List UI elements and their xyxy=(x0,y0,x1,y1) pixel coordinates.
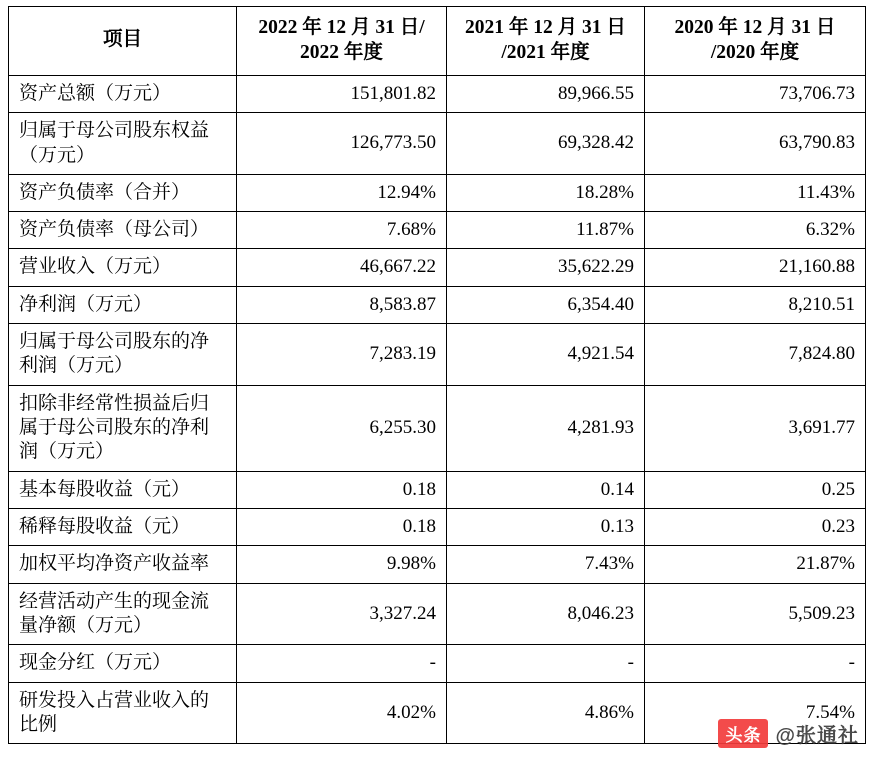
row-value-2020: 7.54% xyxy=(645,682,866,744)
row-item-label: 基本每股收益（元） xyxy=(9,471,237,508)
row-value-2020: 7,824.80 xyxy=(645,324,866,386)
row-value-2022: 126,773.50 xyxy=(237,113,447,175)
row-value-2020: 21,160.88 xyxy=(645,249,866,286)
row-value-2021: 11.87% xyxy=(447,212,645,249)
table-row xyxy=(9,682,866,744)
table-header xyxy=(9,7,866,76)
row-value-2021: 69,328.42 xyxy=(447,113,645,175)
table-row xyxy=(9,75,866,112)
row-item-label: 加权平均净资产收益率 xyxy=(9,546,237,583)
row-value-2020: 63,790.83 xyxy=(645,113,866,175)
row-value-2022: 3,327.24 xyxy=(237,583,447,645)
row-value-2020: 0.25 xyxy=(645,471,866,508)
table-row xyxy=(9,174,866,211)
row-item-label: 扣除非经常性损益后归属于母公司股东的净利润（万元） xyxy=(9,385,237,471)
watermark-text: @张通社 xyxy=(775,725,859,747)
row-value-2020: 73,706.73 xyxy=(645,75,866,112)
row-value-2021: 6,354.40 xyxy=(447,286,645,323)
row-item-label: 现金分红（万元） xyxy=(9,645,237,682)
column-header-2021: 2021 年 12 月 31 日 /2021 年度 xyxy=(447,7,645,76)
row-item-label: 归属于母公司股东的净利润（万元） xyxy=(9,324,237,386)
table-row xyxy=(9,385,866,471)
header-row xyxy=(9,7,866,76)
row-value-2021: - xyxy=(447,645,645,682)
row-value-2021: 89,966.55 xyxy=(447,75,645,112)
table-row xyxy=(9,249,866,286)
row-value-2020: 0.23 xyxy=(645,508,866,545)
row-item-label: 营业收入（万元） xyxy=(9,249,237,286)
row-item-label: 稀释每股收益（元） xyxy=(9,508,237,545)
row-value-2021: 7.43% xyxy=(447,546,645,583)
row-value-2022: 8,583.87 xyxy=(237,286,447,323)
row-item-label: 研发投入占营业收入的比例 xyxy=(9,682,237,744)
row-value-2020: 3,691.77 xyxy=(645,385,866,471)
row-value-2022: 0.18 xyxy=(237,508,447,545)
table-row xyxy=(9,546,866,583)
row-value-2021: 4.86% xyxy=(447,682,645,744)
row-value-2020: 6.32% xyxy=(645,212,866,249)
table-row xyxy=(9,212,866,249)
row-item-label: 经营活动产生的现金流量净额（万元） xyxy=(9,583,237,645)
row-value-2021: 18.28% xyxy=(447,174,645,211)
row-value-2021: 35,622.29 xyxy=(447,249,645,286)
row-value-2022: 0.18 xyxy=(237,471,447,508)
column-header-item: 项目 xyxy=(9,7,237,76)
row-value-2022: 7.68% xyxy=(237,212,447,249)
row-value-2022: 6,255.30 xyxy=(237,385,447,471)
table-row xyxy=(9,286,866,323)
row-item-label: 归属于母公司股东权益（万元） xyxy=(9,113,237,175)
row-value-2022: 12.94% xyxy=(237,174,447,211)
table-row xyxy=(9,471,866,508)
row-value-2022: 9.98% xyxy=(237,546,447,583)
table-body xyxy=(9,75,866,743)
financial-summary-table xyxy=(8,6,866,744)
row-value-2021: 0.13 xyxy=(447,508,645,545)
row-value-2020: 5,509.23 xyxy=(645,583,866,645)
row-item-label: 资产总额（万元） xyxy=(9,75,237,112)
row-value-2021: 4,921.54 xyxy=(447,324,645,386)
row-value-2020: 21.87% xyxy=(645,546,866,583)
row-item-label: 资产负债率（母公司） xyxy=(9,212,237,249)
row-value-2022: 4.02% xyxy=(237,682,447,744)
row-value-2022: 151,801.82 xyxy=(237,75,447,112)
row-value-2021: 4,281.93 xyxy=(447,385,645,471)
row-value-2022: 46,667.22 xyxy=(237,249,447,286)
row-value-2021: 8,046.23 xyxy=(447,583,645,645)
table-row xyxy=(9,113,866,175)
row-item-label: 资产负债率（合并） xyxy=(9,174,237,211)
row-value-2022: 7,283.19 xyxy=(237,324,447,386)
column-header-2022: 2022 年 12 月 31 日/ 2022 年度 xyxy=(237,7,447,76)
row-value-2020: 8,210.51 xyxy=(645,286,866,323)
row-value-2022: - xyxy=(237,645,447,682)
table-row xyxy=(9,324,866,386)
row-item-label: 净利润（万元） xyxy=(9,286,237,323)
watermark-badge: 头条 xyxy=(718,719,768,748)
column-header-2020: 2020 年 12 月 31 日 /2020 年度 xyxy=(645,7,866,76)
row-value-2020: 11.43% xyxy=(645,174,866,211)
table-row xyxy=(9,645,866,682)
row-value-2020: - xyxy=(645,645,866,682)
table-row xyxy=(9,508,866,545)
row-value-2021: 0.14 xyxy=(447,471,645,508)
table-row xyxy=(9,583,866,645)
